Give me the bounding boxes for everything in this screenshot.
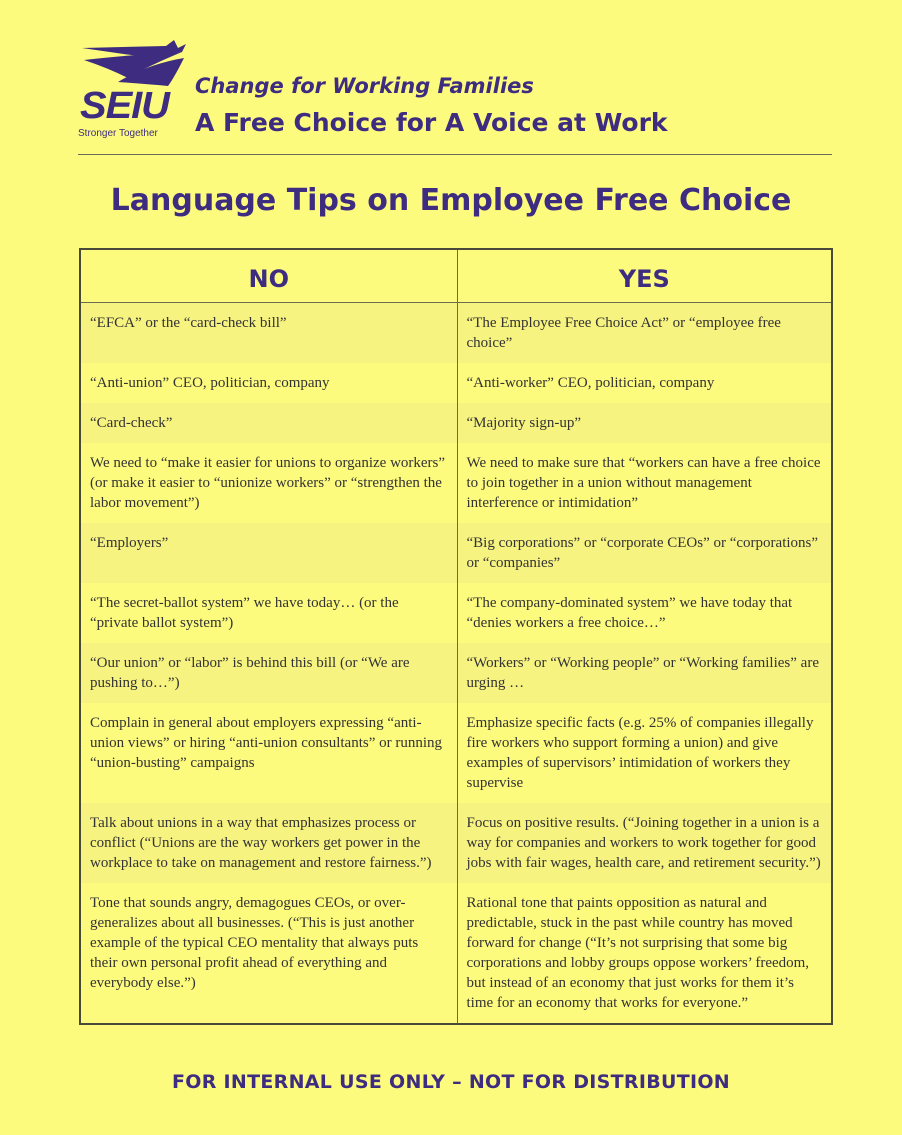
page-title: Language Tips on Employee Free Choice <box>110 183 792 218</box>
header-divider <box>78 154 832 155</box>
yes-cell: “Big corporations” or “corporate CEOs” or “corporations” or “companies” <box>457 523 832 583</box>
table-row <box>80 583 832 643</box>
language-tips-table <box>79 248 833 1025</box>
no-cell: “The secret-ballot system” we have today… (or the “private ballot system”) <box>80 583 457 643</box>
table-row <box>80 643 832 703</box>
no-cell: “EFCA” or the “card-check bill” <box>80 303 457 364</box>
table-row <box>80 883 832 1024</box>
yes-cell: We need to make sure that “workers can have a free choice to join together in a union without management interference or intimidation” <box>457 443 832 523</box>
table-row <box>80 303 832 364</box>
yes-cell: Focus on positive results. (“Joining together in a union is a way for companies and workers to work together for good jobs with fair wages, health care, and retirement security.”) <box>457 803 832 883</box>
column-header-yes: YES <box>457 249 832 303</box>
header <box>78 38 838 148</box>
table-row <box>80 443 832 523</box>
no-cell: Tone that sounds angry, demagogues CEOs, or over-generalizes about all businesses. (“This is just another example of the typical CEO mentality that always puts their own personal profit ahead of everything and everybody else.”) <box>80 883 457 1024</box>
table-row <box>80 403 832 443</box>
seiu-logo <box>78 38 188 143</box>
table-row <box>80 703 832 803</box>
no-cell: “Card-check” <box>80 403 457 443</box>
logo-tagline: Stronger Together <box>78 128 158 139</box>
footer-notice: FOR INTERNAL USE ONLY – NOT FOR DISTRIBUTION <box>171 1071 731 1093</box>
table-header-row <box>80 249 832 303</box>
yes-cell: Rational tone that paints opposition as natural and predictable, stuck in the past while country has moved forward for change (“It’s not surprising that some big corporations and lobby groups oppose workers’ freedom, but instead of an economy that just works for them it’s time for an economy that works for everyone.” <box>457 883 832 1024</box>
tagline-primary: Change for Working Families <box>195 74 534 98</box>
yes-cell: “Anti-worker” CEO, politician, company <box>457 363 832 403</box>
no-cell: “Our union” or “labor” is behind this bill (or “We are pushing to…”) <box>80 643 457 703</box>
logo-wordmark: SEIU <box>80 85 169 127</box>
table-row <box>80 523 832 583</box>
table-row <box>80 803 832 883</box>
table-body <box>80 303 832 1025</box>
no-cell: We need to “make it easier for unions to organize workers” (or make it easier to “unionize workers” or “strengthen the labor movement”) <box>80 443 457 523</box>
yes-cell: Emphasize specific facts (e.g. 25% of companies illegally fire workers who support forming a union) and give examples of supervisors’ intimidation of workers they supervise <box>457 703 832 803</box>
no-cell: “Employers” <box>80 523 457 583</box>
no-cell: Talk about unions in a way that emphasizes process or conflict (“Unions are the way workers get power in the workplace to take on management and restore fairness.”) <box>80 803 457 883</box>
no-cell: Complain in general about employers expressing “anti-union views” or hiring “anti-union consultants” or running “union-busting” campaigns <box>80 703 457 803</box>
yes-cell: “The Employee Free Choice Act” or “employee free choice” <box>457 303 832 364</box>
table-row <box>80 363 832 403</box>
yes-cell: “Majority sign-up” <box>457 403 832 443</box>
yes-cell: “The company-dominated system” we have today that “denies workers a free choice…” <box>457 583 832 643</box>
no-cell: “Anti-union” CEO, politician, company <box>80 363 457 403</box>
tagline-secondary: A Free Choice for A Voice at Work <box>195 108 668 137</box>
column-header-no: NO <box>80 249 457 303</box>
yes-cell: “Workers” or “Working people” or “Working families” are urging … <box>457 643 832 703</box>
